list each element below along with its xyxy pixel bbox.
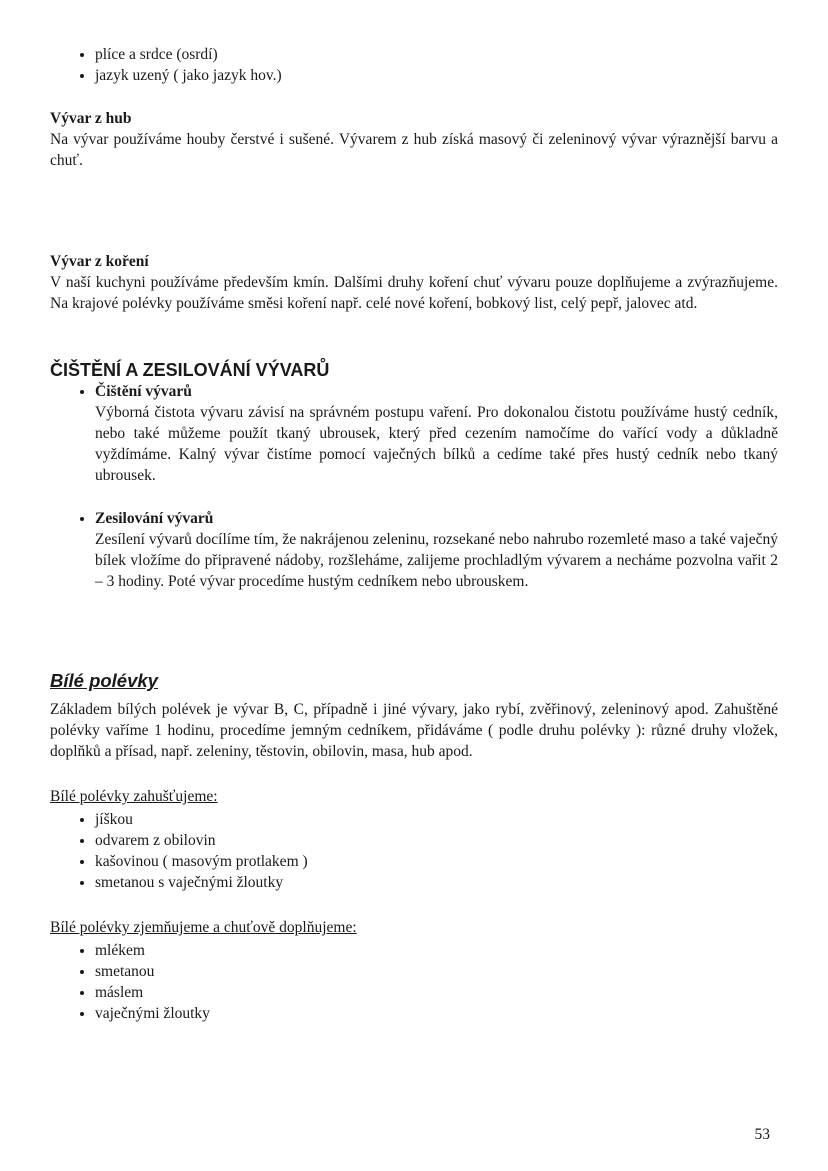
bullet-item-body: Zesílení vývarů docílíme tím, že nakrájenou zeleninu, rozsekané nebo nahrubo rozemleté maso a také vaječný bílek vložíme do připravené nádoby, rozšleháme, zalijeme prochladlým vývarem a necháme pozvolna vařit 2 – 3 hodiny. Poté vývar procedíme hustým cedníkem nebo ubrouskem. — [95, 531, 778, 590]
list-item — [95, 65, 778, 86]
list-item-text: plíce a srdce (osrdí) — [95, 46, 218, 63]
list-item-text: odvarem z obilovin — [95, 832, 216, 849]
list-item-text: jazyk uzený ( jako jazyk hov.) — [95, 67, 282, 84]
list-item-text: jíškou — [95, 811, 133, 828]
list-item — [95, 508, 778, 592]
list-item — [95, 830, 778, 851]
list-item — [95, 1003, 778, 1024]
list-item-text: smetanou — [95, 963, 155, 980]
list-item — [95, 809, 778, 830]
bullet-item-title: • Čištění vývarů — [95, 383, 192, 400]
heading-cisteni-a-zesilovani: ČIŠTĚNÍ A ZESILOVÁNÍ VÝVARŮ — [50, 360, 330, 380]
list-item-text: mlékem — [95, 942, 145, 959]
subheading-zahustujeme: Bílé polévky zahušťujeme: — [50, 788, 218, 805]
subheading-zjemnujeme: Bílé polévky zjemňujeme a chuťově doplňujeme: — [50, 919, 357, 936]
zjemnujeme-list — [50, 940, 778, 1024]
list-item-text: smetanou s vaječnými žloutky — [95, 874, 284, 891]
list-item — [95, 872, 778, 893]
list-item — [95, 961, 778, 982]
list-item-text: vaječnými žloutky — [95, 1005, 210, 1022]
list-item — [95, 44, 778, 65]
heading-bile-polevky: Bílé polévky — [50, 670, 158, 691]
list-item-text: máslem — [95, 984, 144, 1001]
list-item-text: kašovinou ( masovým protlakem ) — [95, 853, 308, 870]
list-item — [95, 940, 778, 961]
bullet-item-body: Výborná čistota vývaru závisí na správném postupu vaření. Pro dokonalou čistotu používáme hustý cedník, nebo také můžeme použít tkaný ubrousek, který před cezením namočíme do vařící vody a důkladně vyždímáme. Kalný vývar čistíme pomocí vaječných bílků a cedíme také přes hustý cedník nebo tkaný ubrousek. — [95, 404, 778, 484]
paragraph-vyvar-z-koreni: V naší kuchyni používáme především kmín. Dalšími druhy koření chuť vývaru pouze doplňujeme a zvýrazňujeme. Na krajové polévky používáme směsi koření např. celé nové koření, bobkový list, celý pepř, jalovec atd. — [50, 274, 778, 312]
list-item — [95, 381, 778, 486]
heading-vyvar-z-hub: Vývar z hub — [50, 110, 132, 127]
list-item — [95, 851, 778, 872]
list-item — [95, 982, 778, 1003]
heading-vyvar-z-koreni: Vývar z koření — [50, 253, 149, 270]
paragraph-vyvar-z-hub: Na vývar používáme houby čerstvé i sušené. Vývarem z hub získá masový či zeleninový vývar výraznější barvu a chuť. — [50, 131, 778, 169]
paragraph-bile-polevky-intro: Základem bílých polévek je vývar B, C, případně i jiné vývary, jako rybí, zvěřinový, zeleninový apod. Zahuštěné polévky vaříme 1 hodinu, procedíme jemným cedníkem, přidáváme ( podle druhu polévky ): různé druhy vložek, doplňků a přísad, např. zeleniny, těstovin, obilovin, masa, hub apod. — [50, 701, 778, 760]
cisteni-bullet-list — [50, 381, 778, 592]
bullet-item-title: • Zesilování vývarů — [95, 510, 214, 527]
page-number: 53 — [754, 1126, 770, 1143]
zahustujeme-list — [50, 809, 778, 893]
top-bullet-list — [50, 44, 778, 86]
